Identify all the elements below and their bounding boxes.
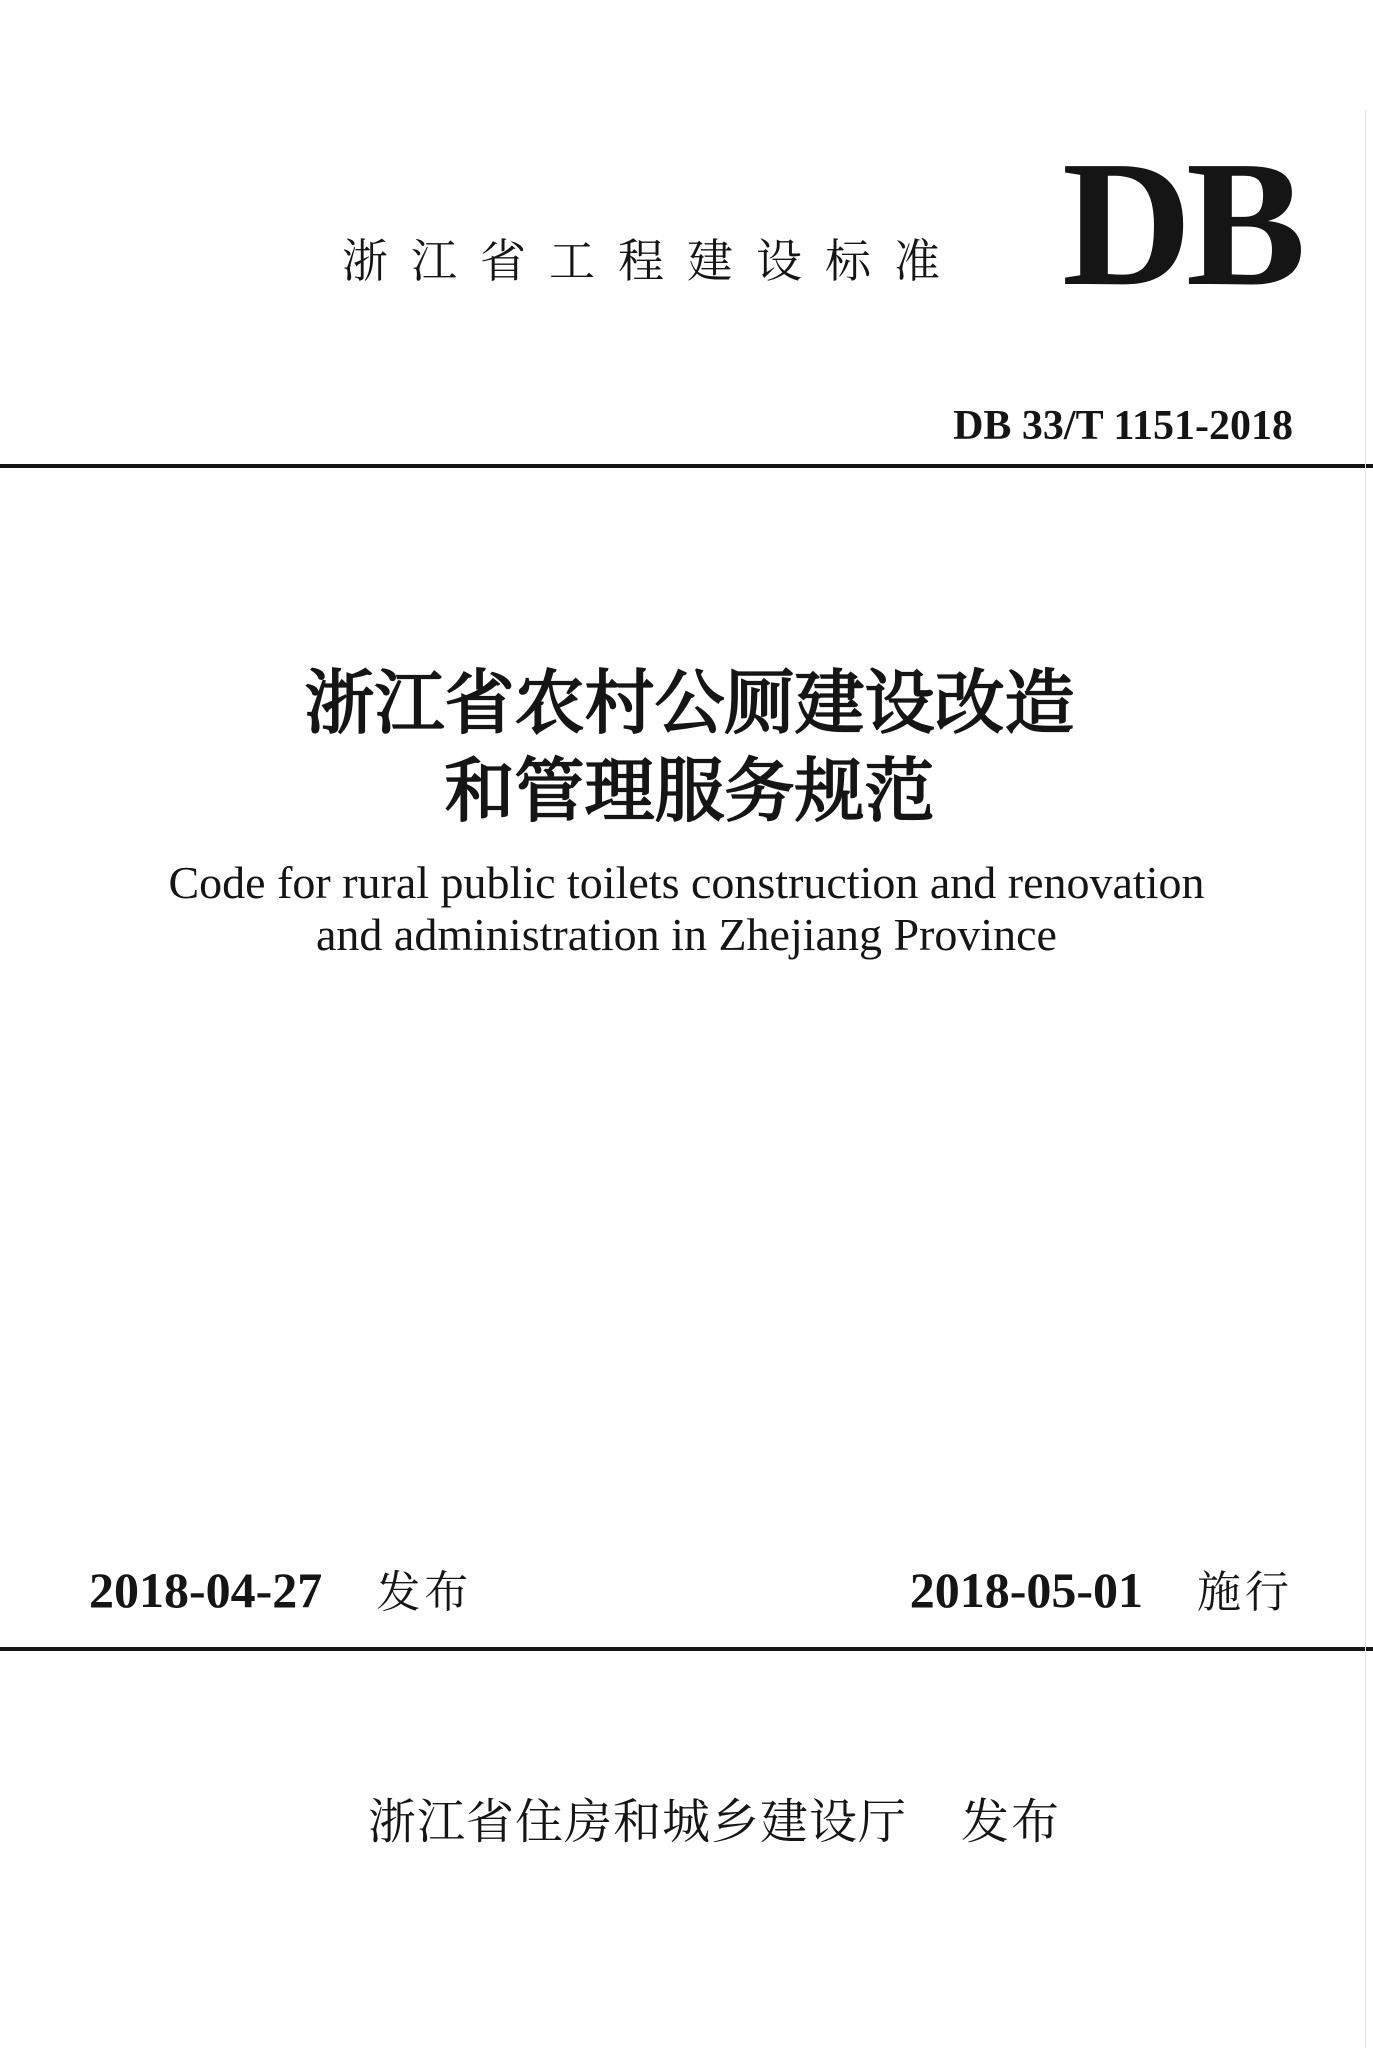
- publisher-name: 浙江省住房和城乡建设厅: [368, 1794, 908, 1850]
- standard-category: 浙江省工程建设标准: [342, 234, 963, 288]
- issue-date-block: [89, 1562, 473, 1618]
- standard-number: DB 33/T 1151-2018: [953, 403, 1293, 449]
- implementation-date-block: [909, 1562, 1293, 1618]
- bottom-rule: [0, 1647, 1373, 1651]
- title-en-line-1: Code for rural public toilets construction and renovation: [168, 857, 1205, 908]
- top-rule: [0, 464, 1373, 468]
- title-zh-line-1: 浙江省农村公厕建设改造: [304, 661, 1075, 744]
- scan-edge-line: [1365, 110, 1366, 2048]
- title-zh-line-2: 和管理服务规范: [444, 749, 935, 832]
- issue-label: 发布: [376, 1567, 473, 1618]
- publisher-label: 发布: [961, 1794, 1062, 1850]
- db-logo: DB: [1061, 124, 1300, 323]
- issue-date: 2018-04-27: [89, 1562, 323, 1618]
- publisher-block: [368, 1794, 1062, 1850]
- implementation-date: 2018-05-01: [909, 1562, 1143, 1618]
- title-en-line-2: and administration in Zhejiang Province: [316, 909, 1057, 960]
- implementation-label: 施行: [1197, 1567, 1293, 1618]
